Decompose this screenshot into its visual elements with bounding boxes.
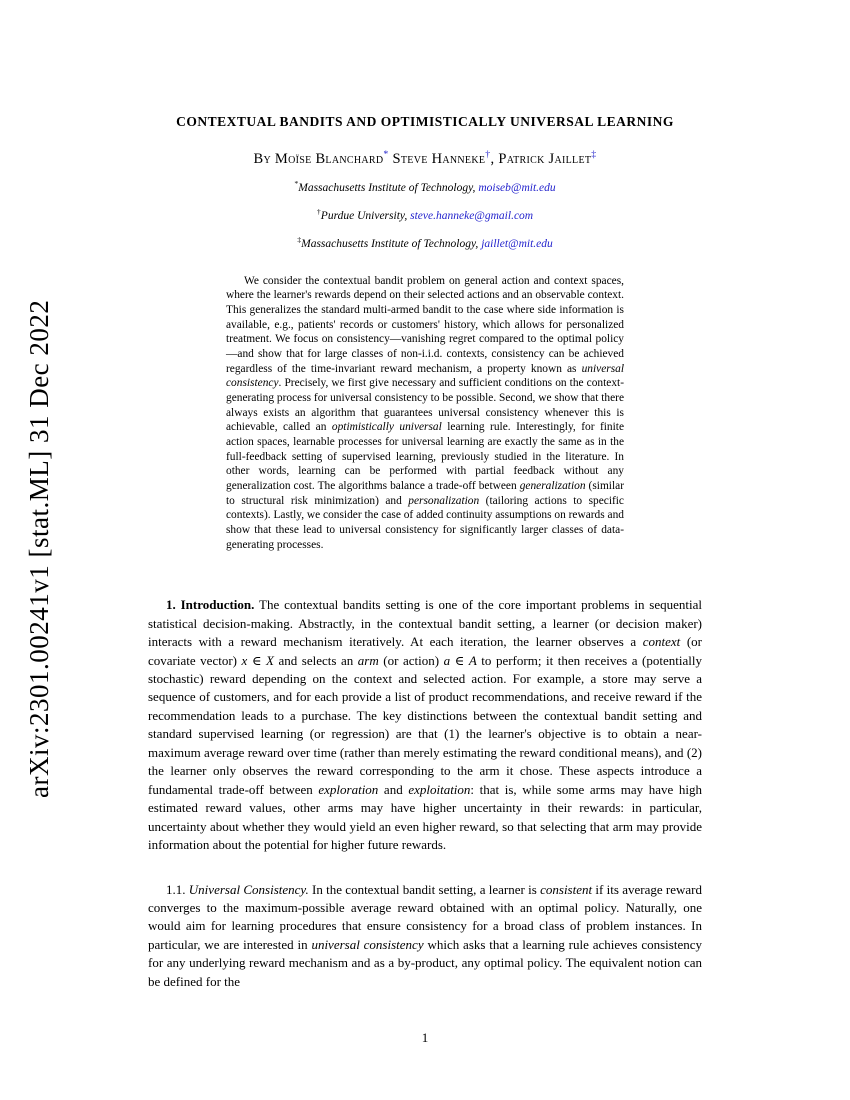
affil-mark-dagger[interactable]: † xyxy=(485,149,491,161)
section-universal-consistency-paragraph: 1.1. Universal Consistency. In the contextual bandit setting, a learner is consistent if its average reward converges to the maximum-possible average reward obtained with an optimal policy. Naturally, one would aim for learning procedures that ensure consistency for a broad class of problem instances. In particular, we are interested in universal consistency which asks that a learning rule achieves consistency for any underlying reward mechanism and as a by-product, any optimal policy. The equivalent notion can be defined for the xyxy=(148,881,702,989)
page-number: 1 xyxy=(421,1030,429,1045)
paper-content xyxy=(148,0,702,991)
section-heading-universal-consistency-number: 1.1. xyxy=(166,881,189,897)
section-introduction-paragraph: 1. Introduction. The contextual bandits setting is one of the core important problems in sequential statistical decision-making. Abstractly, in the contextual bandit setting, a learner (or decision maker) interacts with a reward mechanism iteratively. At each iteration, the learner observes a context (or covariate vector) x ∈ X and selects an arm (or action) a ∈ A to perform; it then receives a (potentially stochastic) reward depending on the context and selected action. For example, a store may serve a sequence of customers, and for each provide a list of product recommendations, and receive reward if the recommendation leads to a purchase. The key distinctions between the contextual bandit setting and standard supervised learning (or regression) are that (1) the learner's objective is to obtain a near-maximum average reward over time (rather than merely estimating the reward conditional means), and (2) the learner only observes the reward corresponding to the arm it chose. These aspects introduce a fundamental trade-off between exploration and exploitation: that is, while some arms may have high estimated reward values, other arms may have higher uncertainty in their rewards: in particular, uncertainty about whether they would yield an even higher reward, so that selecting that arm may provide information about the potential for higher future rewards. xyxy=(148,597,702,853)
affil-mark-star[interactable]: * xyxy=(383,149,389,161)
affiliation-hanneke: †Purdue University, steve.hanneke@gmail.com xyxy=(316,206,534,222)
arxiv-label: arXiv:2301.00241v1 [stat.ML] 31 Dec 2022 xyxy=(24,299,54,798)
email-link-moiseb[interactable]: moiseb@mit.edu xyxy=(478,181,556,194)
affil-mark-double-dagger[interactable]: ‡ xyxy=(591,149,597,161)
affiliation-jaillet: ‡Massachusetts Institute of Technology, jaillet@mit.edu xyxy=(297,234,553,250)
abstract-paragraph: We consider the contextual bandit problem on general action and context spaces, where the learner's rewards depend on their selected actions and an observable context. This generalizes the standard multi-armed bandit to the case where side information is available, e.g., patients' records or customers' history, which allows for personalized treatment. We focus on consistency—vanishing regret compared to the optimal policy—and show that for large classes of non-i.i.d. contexts, consistency can be achieved regardless of the time-invariant reward mechanism, a property known as universal consistency. Precisely, we first give necessary and sufficient conditions on the context-generating process for universal consistency to be possible. Second, we show that there always exists an algorithm that guarantees universal consistency whenever this is achievable, called an optimistically universal learning rule. Interestingly, for finite action spaces, learnable processes for universal learning are exactly the same as in the full-feedback setting of supervised learning, previously studied in the literature. In other words, learning can be performed with partial feedback without any generalization cost. The algorithms balance a trade-off between generalization (similar to structural risk minimization) and personalization (tailoring actions to specific contexts). Lastly, we consider the case of added continuity assumptions on rewards and show that these lead to universal consistency for significantly larger classes of data-generating processes. xyxy=(226,274,625,551)
arxiv-watermark xyxy=(24,300,55,798)
email-link-hanneke[interactable]: steve.hanneke@gmail.com xyxy=(410,209,534,222)
section-heading-universal-consistency: Universal Consistency. xyxy=(188,881,309,897)
email-link-jaillet[interactable]: jaillet@mit.edu xyxy=(481,237,553,250)
authors-line: By Moïse Blanchard* Steve Hanneke†, Patrick Jaillet‡ xyxy=(253,149,597,167)
section-heading-introduction: 1. Introduction. xyxy=(166,597,255,613)
affiliation-blanchard: *Massachusetts Institute of Technology, moiseb@mit.edu xyxy=(294,179,556,194)
paper-title: CONTEXTUAL BANDITS AND OPTIMISTICALLY UNIVERSAL LEARNING xyxy=(176,114,674,129)
